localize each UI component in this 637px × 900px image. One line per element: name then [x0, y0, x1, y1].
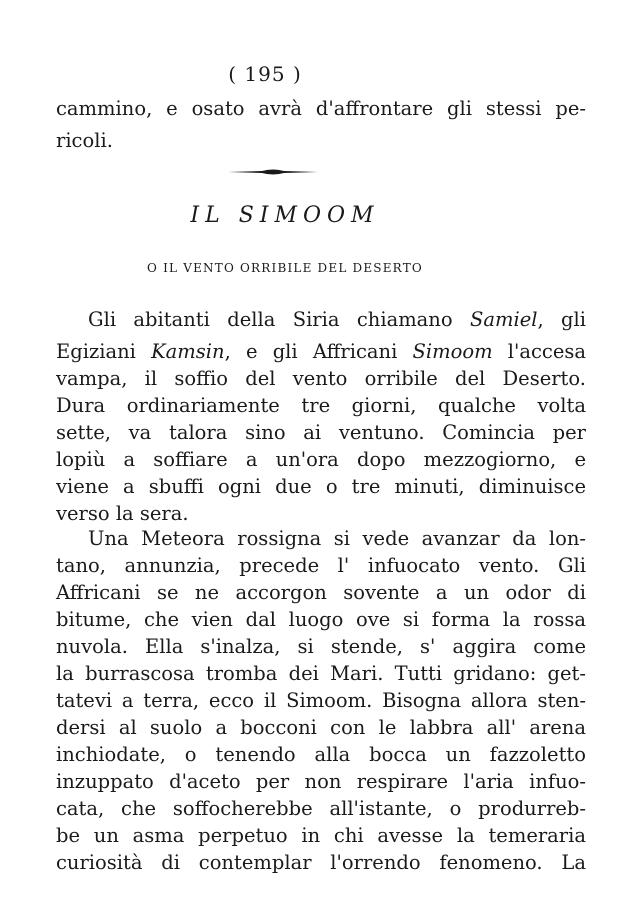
paragraph-line: lopiù a soffiare a un'ora dopo mezzogiorno, e: [56, 448, 586, 471]
page-number: ( 195 ): [228, 62, 302, 86]
paragraph-line: nuvola. Ella s'inalza, si stende, s' aggira come: [56, 635, 586, 658]
paragraph-line: Affricani se ne accorgon sovente a un odor di: [56, 581, 586, 604]
ornament-divider: [228, 168, 318, 176]
paragraph-line: dersi al suolo a bocconi con le labbra all' arena: [56, 716, 586, 739]
paragraph-line: inzuppato d'aceto per non respirare l'aria infuo-: [56, 770, 586, 793]
paragraph-line: Una Meteora rossigna si vede avanzar da lon-: [88, 527, 586, 550]
paragraph-line: bitume, che vien dal luogo ove si forma la rossa: [56, 608, 586, 631]
paragraph-line: cata, che soffocherebbe all'istante, o produrreb-: [56, 797, 586, 820]
carry-over-line: cammino, e osato avrà d'affrontare gli stessi pe-: [56, 97, 586, 120]
paragraph-line: verso la sera.: [56, 502, 189, 525]
carry-over-line: ricoli.: [56, 129, 113, 152]
paragraph-line: la burrascosa tromba dei Mari. Tutti gridano: get-: [56, 662, 586, 685]
chapter-title: IL SIMOOM: [190, 203, 380, 228]
paragraph-line: Egiziani Kamsin, e gli Affricani Simoom l'accesa: [56, 340, 587, 363]
paragraph-line: vampa, il soffio del vento orribile del Deserto.: [56, 367, 586, 390]
paragraph-line: sette, va talora sino ai ventuno. Comincia per: [56, 421, 586, 444]
paragraph-line: inchiodate, o tenendo alla bocca un fazzoletto: [56, 743, 586, 766]
paragraph-line: Gli abitanti della Siria chiamano Samiel, gli: [88, 308, 587, 331]
paragraph-line: be un asma perpetuo in chi avesse la temeraria: [56, 824, 586, 847]
paragraph-line: tatevi a terra, ecco il Simoom. Bisogna allora sten-: [56, 689, 586, 712]
chapter-subtitle: O IL VENTO ORRIBILE DEL DESERTO: [147, 261, 423, 275]
paragraph-line: curiosità di contemplar l'orrendo fenomeno. La: [56, 851, 586, 874]
paragraph-line: tano, annunzia, precede l' infuocato vento. Gli: [56, 554, 586, 577]
paragraph-line: viene a sbuffi ogni due o tre minuti, diminuisce: [56, 475, 586, 498]
paragraph-line: Dura ordinariamente tre giorni, qualche volta: [56, 394, 586, 417]
